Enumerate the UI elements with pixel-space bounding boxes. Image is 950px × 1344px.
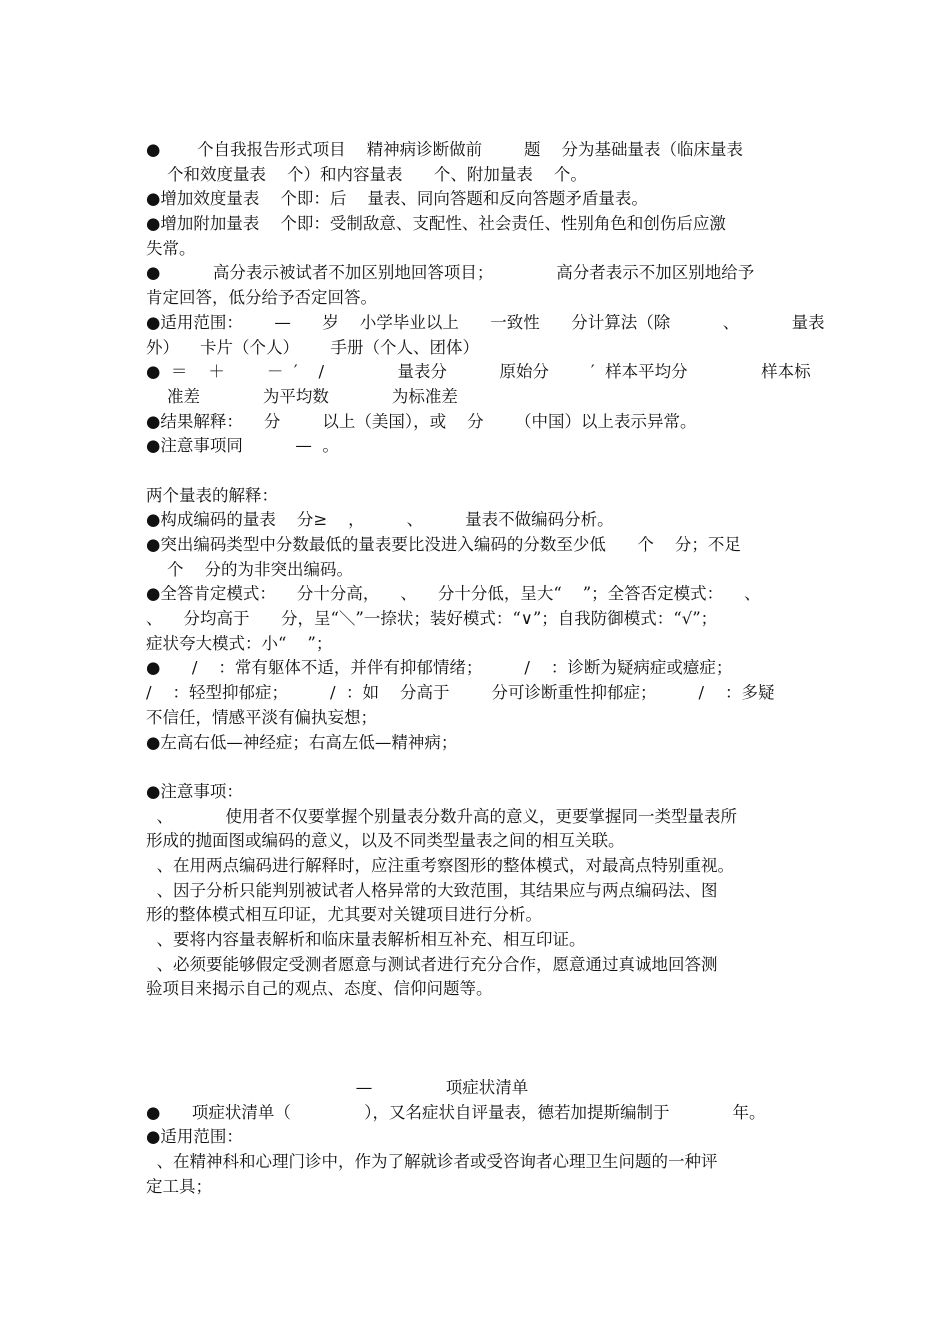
text-line: 不信任，情感平淡有偏执妄想； — [146, 707, 377, 727]
spacer — [146, 459, 810, 484]
text-line: ● 个自我报告形式项目 精神病诊断做前 题 分为基础量表（临床量表 — [146, 140, 744, 159]
text-line: 形成的抛面图或编码的意义，以及不同类型量表之间的相互关联。 — [146, 831, 625, 851]
notes-section — [146, 780, 810, 1002]
text-line: 、必须要能够假定受测者愿意与测试者进行充分合作，愿意通过真诚地回答测 — [146, 954, 718, 974]
text-line: ∕ ：轻型抑郁症； ∕ ：如 分高于 分可诊断重性抑郁症； ∕ ：多疑 — [146, 683, 775, 703]
spacer — [146, 1002, 810, 1076]
text-line: ●全答肯定模式： 分十分高， 、 分十分低，呈大“ ”；全答否定模式： 、 — [146, 584, 761, 604]
section-title: ●注意事项： — [146, 781, 243, 801]
text-line: ● ＝ ＋ － ′ ∕ 量表分 原始分 ′ 样本平均分 样本标 — [146, 362, 811, 382]
text-line: 定工具； — [146, 1176, 212, 1196]
section-title: 两个量表的解释： — [146, 485, 278, 505]
text-line: 肯定回答，低分给予否定回答。 — [146, 288, 377, 308]
text-line: 、因子分析只能判别被试者人格异常的大致范围，其结果应与两点编码法、图 — [146, 880, 718, 900]
text-line: ● 项症状清单（ ），又名症状自评量表，德若加提斯编制于 年。 — [146, 1102, 766, 1122]
section-heading: — 项症状清单 — [146, 1078, 529, 1098]
text-line: 个 分的为非突出编码。 — [146, 559, 353, 579]
text-line: ●左高右低—神经症；右高左低—精神病； — [146, 732, 458, 752]
text-line: 失常。 — [146, 238, 196, 258]
text-line: 外） 卡片（个人） 手册（个人、团体） — [146, 337, 479, 357]
text-line: ● 高分表示被试者不加区别地回答项目； 高分者表示不加区别地给予 — [146, 263, 755, 283]
text-line: 形的整体模式相互印证，尤其要对关键项目进行分析。 — [146, 905, 542, 925]
text-line: ●突出编码类型中分数最低的量表要比没进入编码的分数至少低 个 分；不足 — [146, 535, 741, 554]
text-line: ●适用范围： — [146, 1127, 243, 1147]
text-line: 、 使用者不仅要掌握个别量表分数升高的意义，更要掌握同一类型量表所 — [146, 806, 737, 826]
text-line: ●构成编码的量表 分≥ ， 、 量表不做编码分析。 — [146, 510, 614, 530]
text-line: ●注意事项同 — 。 — [146, 436, 339, 456]
text-line: 、要将内容量表解析和临床量表解析相互补充、相互印证。 — [146, 930, 586, 949]
text-line: ● ∕ ：常有躯体不适，并伴有抑郁情绪； ∕ ：诊断为疑病症或癔症； — [146, 658, 733, 678]
text-line: ●增加效度量表 个即：后 量表、同向答题和反向答题矛盾量表。 — [146, 189, 648, 209]
text-line: 准差 为平均数 为标准差 — [146, 386, 458, 406]
text-line: ●增加附加量表 个即：受制敌意、支配性、社会责任、性别角色和创伤后应激 — [146, 214, 726, 234]
text-line: 个和效度量表 个）和内容量表 个、附加量表 个。 — [146, 164, 587, 184]
text-line: 、在用两点编码进行解释时，应注重考察图形的整体模式，对最高点特别重视。 — [146, 855, 734, 875]
text-line: 、 分均高于 分，呈“＼”一捺状；装好模式：“∨”；自我防御模式：“√”； — [146, 609, 718, 629]
symptom-checklist-section — [146, 1076, 810, 1199]
text-line: ●结果解释： 分 以上（美国），或 分 （中国）以上表示异常。 — [146, 411, 697, 431]
document-page — [146, 138, 825, 1200]
text-line: 验项目来揭示自己的观点、态度、信仰问题等。 — [146, 979, 493, 999]
spacer — [146, 755, 810, 780]
text-line: ●适用范围： — 岁 小学毕业以上 一致性 分计算法（除 、 量表 — [146, 312, 825, 332]
text-line: 、在精神科和心理门诊中，作为了解就诊者或受咨询者心理卫生问题的一种评 — [146, 1152, 718, 1172]
mmpi-overview-section — [146, 138, 825, 459]
text-line: 症状夸大模式：小“ ”； — [146, 633, 333, 653]
scale-interpretation-section — [146, 484, 810, 756]
